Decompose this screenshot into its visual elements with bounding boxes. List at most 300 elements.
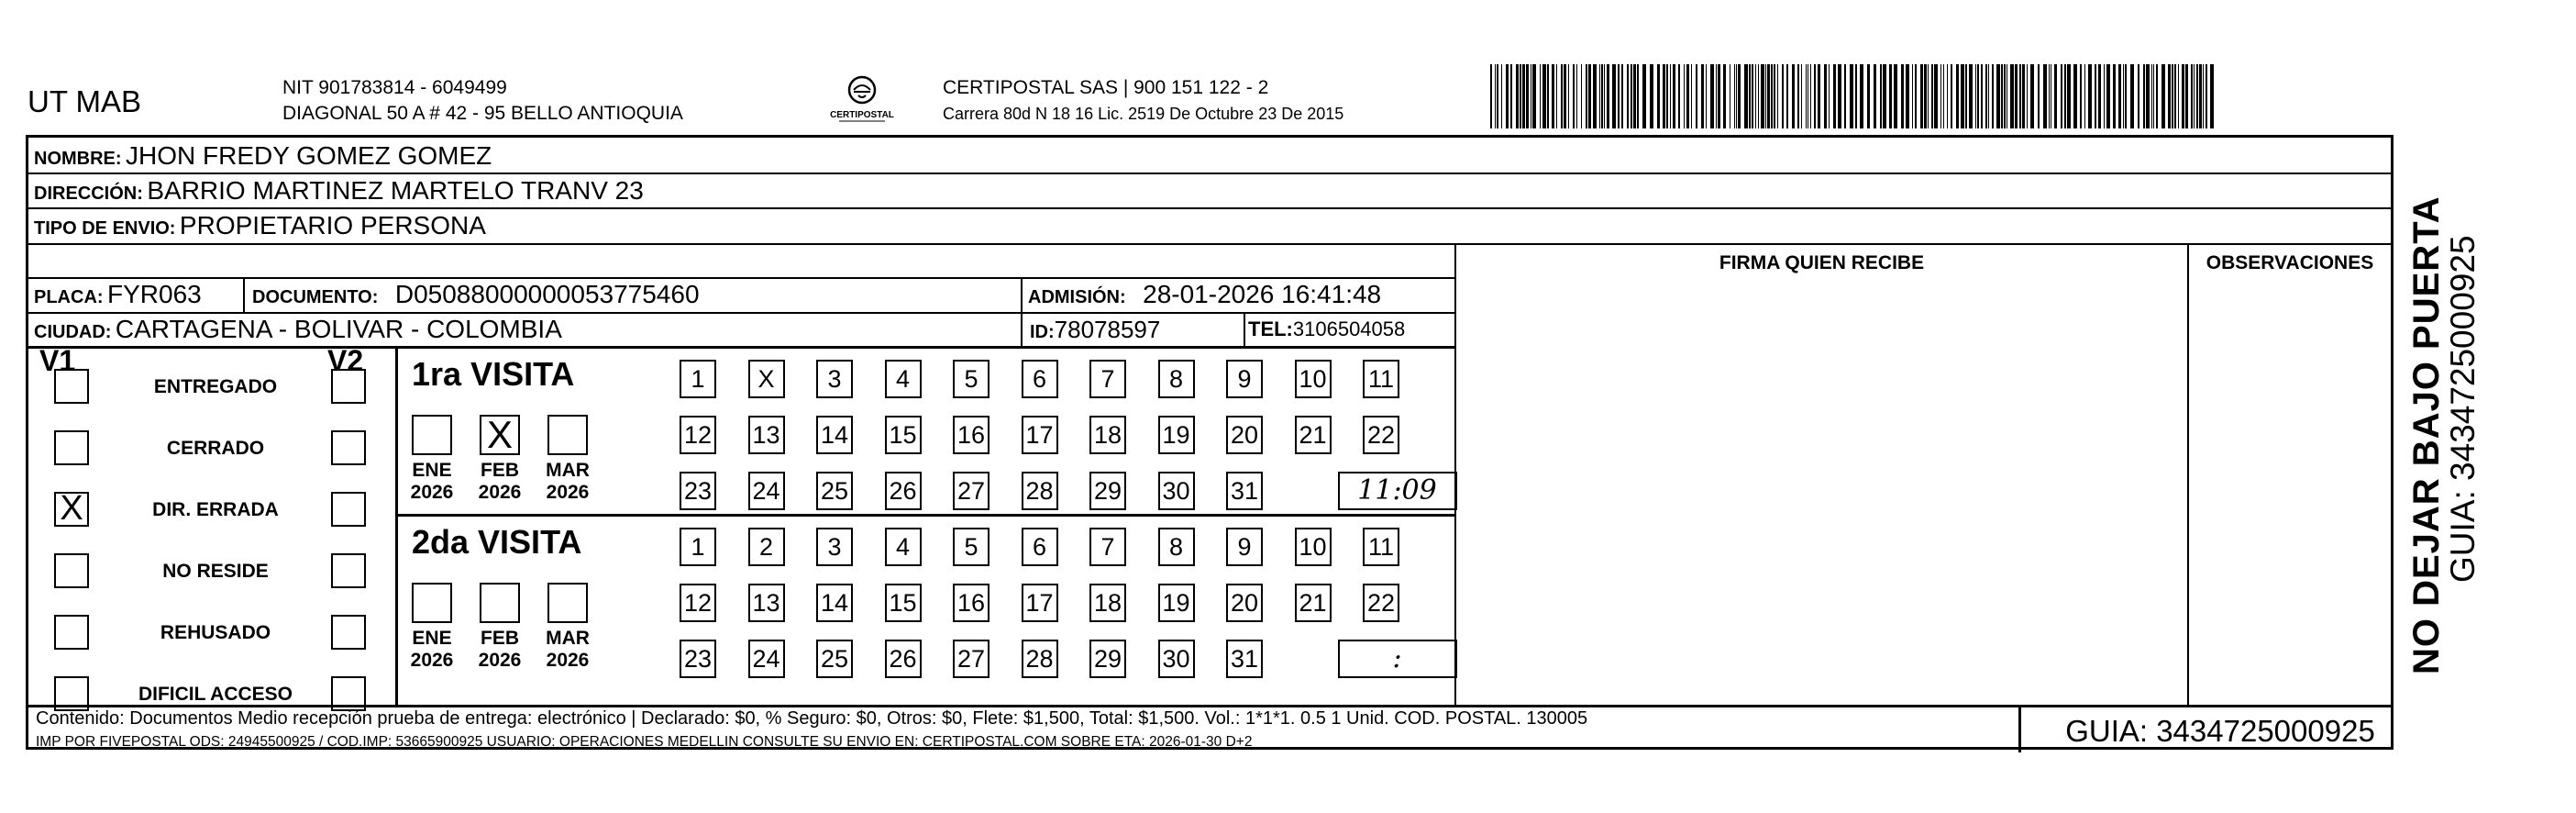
barcode-bar (1855, 64, 1857, 128)
barcode (1490, 64, 2215, 128)
v1-header: V1 (39, 344, 76, 377)
barcode-bar (1686, 64, 1689, 128)
day-box[interactable]: 21 (1295, 416, 1332, 454)
day-box[interactable]: 12 (680, 416, 716, 454)
barcode-bar (1956, 64, 1959, 128)
admision-value: 28-01-2026 16:41:48 (1143, 280, 1382, 308)
day-box[interactable]: 24 (748, 640, 785, 678)
placa-field (34, 281, 202, 313)
barcode-bar (2178, 64, 2179, 128)
barcode-bar (1696, 64, 1697, 128)
day-box[interactable]: 1 (680, 360, 716, 398)
barcode-bar (1552, 64, 1554, 128)
day-box[interactable]: 8 (1158, 360, 1195, 398)
barcode-bar (1867, 64, 1870, 128)
id-label: ID: (1030, 322, 1055, 342)
day-box[interactable]: 2 (748, 528, 785, 566)
day-box[interactable]: 20 (1226, 416, 1263, 454)
barcode-bar (2088, 64, 2092, 128)
company-name: UT MAB (28, 84, 142, 118)
barcode-bar (1627, 64, 1629, 128)
day-box[interactable]: 28 (1022, 472, 1058, 510)
barcode-bar (1701, 64, 1704, 128)
visit-title: 1ra VISITA (412, 355, 575, 393)
month-year: 2026 (478, 650, 522, 671)
day-box[interactable]: 10 (1295, 360, 1332, 398)
v2-checkbox[interactable] (331, 492, 366, 527)
barcode-bar (2038, 64, 2040, 128)
barcode-bar (2061, 64, 2062, 128)
delivery-form (26, 135, 2394, 750)
impresion-text: IMP POR FIVEPOSTAL ODS: 24945500925 / COD.IMP: 53665900925 USUARIO: OPERACIONES MEDELLIN CONSULTE SU ENVIO EN: CERTIPOSTAL.COM SOBRE ETA: 2026-01-30 D+2 (36, 734, 1253, 750)
barcode-bar (2067, 64, 2071, 128)
barcode-bar (1522, 64, 1525, 128)
barcode-bar (1556, 64, 1557, 128)
courier-info (943, 75, 1343, 127)
barcode-bar (1631, 64, 1632, 128)
day-box[interactable]: 15 (885, 416, 922, 454)
barcode-bar (2138, 64, 2139, 128)
barcode-bar (1818, 64, 1820, 128)
barcode-bar (1621, 64, 1623, 128)
month-year: 2026 (546, 482, 590, 503)
barcode-bar (2130, 64, 2134, 128)
day-box[interactable]: 16 (953, 416, 989, 454)
barcode-bar (1874, 64, 1876, 128)
barcode-bar (2015, 64, 2018, 128)
day-box[interactable]: 5 (953, 360, 989, 398)
barcode-bar (1599, 64, 1600, 128)
nombre-label: NOMBRE: (34, 149, 122, 169)
side-guia: GUIA: 3434725000925 (2444, 235, 2482, 583)
month-checkbox[interactable] (412, 583, 452, 623)
company-info (282, 75, 683, 127)
barcode-bar (2174, 64, 2176, 128)
barcode-bar (1573, 64, 1575, 128)
barcode-bar (1540, 64, 1541, 128)
day-box[interactable]: 28 (1022, 640, 1058, 678)
placa-value: FYR063 (107, 280, 202, 308)
barcode-bar (1758, 64, 1759, 128)
barcode-bar (2123, 64, 2124, 128)
day-box[interactable]: 11 (1363, 360, 1399, 398)
barcode-bar (2168, 64, 2171, 128)
day-box[interactable]: 12 (680, 584, 716, 622)
month-name: MAR (546, 460, 590, 481)
barcode-bar (1797, 64, 1799, 128)
barcode-bar (1612, 64, 1616, 128)
barcode-bar (1755, 64, 1756, 128)
barcode-bar (2054, 64, 2057, 128)
barcode-bar (1633, 64, 1636, 128)
barcode-bar (1510, 64, 1512, 128)
barcode-bar (1996, 64, 2000, 128)
barcode-bar (2146, 64, 2150, 128)
barcode-bar (2125, 64, 2127, 128)
barcode-bar (1915, 64, 1917, 128)
v2-checkbox[interactable] (331, 553, 366, 588)
barcode-bar (1607, 64, 1609, 128)
barcode-bar (1663, 64, 1665, 128)
v2-checkbox[interactable] (331, 676, 366, 711)
barcode-bar (1586, 64, 1587, 128)
id-value: 78078597 (1054, 316, 1161, 343)
barcode-bar (1604, 64, 1605, 128)
barcode-bar (1670, 64, 1671, 128)
day-box[interactable]: 27 (953, 472, 989, 510)
tel-value: 3106504058 (1292, 317, 1406, 340)
barcode-bar (1678, 64, 1680, 128)
barcode-bar (1810, 64, 1811, 128)
admision-field (1028, 281, 1381, 313)
signature-area[interactable] (1456, 279, 2187, 705)
day-box[interactable]: 29 (1089, 640, 1126, 678)
barcode-bar (1975, 64, 1976, 128)
day-box[interactable]: 3 (816, 360, 853, 398)
direccion-value: BARRIO MARTINEZ MARTELO TRANV 23 (147, 176, 644, 205)
certipostal-logo (821, 73, 903, 128)
day-box[interactable]: 17 (1022, 416, 1058, 454)
barcode-bar (2185, 64, 2188, 128)
barcode-bar (1786, 64, 1788, 128)
certipostal-logo-icon (821, 73, 903, 128)
month-year: 2026 (410, 650, 454, 671)
day-box[interactable]: 27 (953, 640, 989, 678)
barcode-bar (1618, 64, 1620, 128)
barcode-bar (1691, 64, 1692, 128)
barcode-bar (1761, 64, 1764, 128)
barcode-bar (1943, 64, 1944, 128)
barcode-bar (2019, 64, 2021, 128)
day-box[interactable]: 19 (1158, 584, 1195, 622)
visit-time-box[interactable]: 11:09 (1338, 472, 1457, 510)
day-box[interactable]: 23 (680, 472, 716, 510)
barcode-bar (1901, 64, 1904, 128)
barcode-bar (2206, 64, 2207, 128)
tel-field (1248, 316, 1405, 346)
tel-label: TEL: (1248, 317, 1293, 340)
barcode-bar (1666, 64, 1668, 128)
day-box[interactable]: 17 (1022, 584, 1058, 622)
barcode-bar (1516, 64, 1519, 128)
barcode-bar (1734, 64, 1735, 128)
placa-label: PLACA: (34, 287, 104, 307)
month-year: 2026 (410, 482, 454, 503)
barcode-bar (1920, 64, 1923, 128)
direccion-label: DIRECCIÓN: (34, 184, 143, 204)
v1-checkbox[interactable]: X (54, 492, 89, 527)
barcode-bar (2049, 64, 2050, 128)
v2-checkbox[interactable] (331, 369, 366, 404)
barcode-bar (1977, 64, 1979, 128)
barcode-bar (1767, 64, 1770, 128)
day-box[interactable]: 30 (1158, 472, 1195, 510)
barcode-bar (1988, 64, 1989, 128)
barcode-bar (1947, 64, 1948, 128)
barcode-bar (1716, 64, 1717, 128)
barcode-bar (1650, 64, 1653, 128)
month-name: FEB (481, 460, 519, 481)
barcode-bar (2095, 64, 2096, 128)
day-box[interactable]: 5 (953, 528, 989, 566)
v1-checkbox[interactable] (54, 676, 89, 711)
barcode-bar (1718, 64, 1720, 128)
v2-header: V2 (327, 344, 364, 377)
nombre-value: JHON FREDY GOMEZ GOMEZ (126, 141, 492, 170)
visit-title: 2da VISITA (412, 523, 582, 561)
barcode-bar (1568, 64, 1569, 128)
barcode-bar (1782, 64, 1784, 128)
month-checkbox[interactable] (547, 583, 588, 623)
v1-checkbox[interactable] (54, 553, 89, 588)
ciudad-field (34, 316, 562, 348)
barcode-bar (1684, 64, 1685, 128)
day-box[interactable]: 19 (1158, 416, 1195, 454)
barcode-bar (1542, 64, 1546, 128)
barcode-bar (1844, 64, 1846, 128)
barcode-bar (1833, 64, 1836, 128)
barcode-bar (2156, 64, 2158, 128)
day-box[interactable]: 4 (885, 360, 922, 398)
barcode-bar (2043, 64, 2047, 128)
barcode-bar (2210, 64, 2214, 128)
barcode-bar (1576, 64, 1577, 128)
day-box[interactable]: 25 (816, 640, 853, 678)
documento-value: D05088000000053775460 (394, 280, 700, 308)
barcode-bar (1706, 64, 1707, 128)
barcode-bar (1777, 64, 1778, 128)
barcode-bar (2073, 64, 2077, 128)
month-year: 2026 (546, 650, 590, 671)
day-box[interactable]: 13 (748, 584, 785, 622)
barcode-bar (2106, 64, 2110, 128)
barcode-bar (1673, 64, 1675, 128)
contenido-text: Contenido: Documentos Medio recepción prueba de entrega: electrónico | Declarado: $0, % Seguro: $0, Otros: $0, Flete: $1,500, Total: $1,500. Vol.: 1*1*1. 0.5 1 Unid. COD. POSTAL. 130005 (36, 708, 1588, 729)
observaciones-header: OBSERVACIONES (2206, 252, 2374, 273)
day-box[interactable]: 7 (1089, 528, 1126, 566)
visit-time-box[interactable]: : (1338, 640, 1457, 678)
barcode-bar (1642, 64, 1646, 128)
no-dejar-warning: NO DEJAR BAJO PUERTA (2406, 195, 2447, 674)
day-box[interactable]: 22 (1363, 584, 1399, 622)
barcode-bar (1934, 64, 1938, 128)
v1-checkbox[interactable] (54, 615, 89, 650)
barcode-bar (1723, 64, 1726, 128)
tipo-envio-label: TIPO DE ENVIO: (34, 218, 176, 239)
barcode-bar (2064, 64, 2066, 128)
day-box[interactable]: 20 (1226, 584, 1263, 622)
barcode-bar (1965, 64, 1967, 128)
barcode-bar (1520, 64, 1521, 128)
status-label: REHUSADO (160, 622, 271, 643)
observations-area[interactable] (2189, 279, 2391, 705)
barcode-bar (1506, 64, 1509, 128)
barcode-bar (2196, 64, 2198, 128)
day-box[interactable]: 23 (680, 640, 716, 678)
day-box[interactable]: 8 (1158, 528, 1195, 566)
day-box[interactable]: 7 (1089, 360, 1126, 398)
nombre-row (34, 142, 492, 174)
status-label: CERRADO (166, 438, 265, 459)
v1-checkbox[interactable] (54, 430, 89, 465)
v2-checkbox[interactable] (331, 615, 366, 650)
side-notice (2406, 195, 2482, 674)
barcode-bar (1801, 64, 1802, 128)
barcode-bar (2084, 64, 2085, 128)
barcode-bar (1601, 64, 1603, 128)
day-box[interactable]: 29 (1089, 472, 1126, 510)
barcode-bar (1829, 64, 1830, 128)
day-box[interactable]: 24 (748, 472, 785, 510)
month-checkbox[interactable] (547, 415, 588, 455)
barcode-bar (2182, 64, 2184, 128)
barcode-bar (1883, 64, 1886, 128)
documento-field (252, 281, 700, 313)
barcode-bar (1490, 64, 1492, 128)
month-name: ENE (412, 460, 452, 481)
barcode-bar (2161, 64, 2165, 128)
day-box[interactable]: 31 (1226, 640, 1263, 678)
logo-text: CERTIPOSTAL (830, 110, 894, 120)
barcode-bar (2194, 64, 2195, 128)
barcode-bar (1564, 64, 1566, 128)
barcode-bar (1969, 64, 1973, 128)
month-name: FEB (481, 628, 519, 649)
barcode-bar (1547, 64, 1549, 128)
barcode-bar (1985, 64, 1987, 128)
day-box[interactable]: 9 (1226, 528, 1263, 566)
day-box[interactable]: 6 (1022, 528, 1058, 566)
day-box[interactable]: 25 (816, 472, 853, 510)
barcode-bar (1738, 64, 1741, 128)
day-box[interactable]: 14 (816, 584, 853, 622)
barcode-bar (1806, 64, 1807, 128)
barcode-bar (1497, 64, 1498, 128)
month-year: 2026 (478, 482, 522, 503)
barcode-bar (2153, 64, 2154, 128)
barcode-bar (1860, 64, 1863, 128)
day-box[interactable]: 26 (885, 640, 922, 678)
ciudad-value: CARTAGENA - BOLIVAR - COLOMBIA (115, 315, 562, 343)
barcode-bar (2113, 64, 2116, 128)
day-box[interactable]: 10 (1295, 528, 1332, 566)
barcode-bar (1561, 64, 1563, 128)
barcode-bar (1495, 64, 1496, 128)
day-box[interactable]: 14 (816, 416, 853, 454)
barcode-bar (1588, 64, 1591, 128)
month-checkbox[interactable] (480, 583, 520, 623)
barcode-bar (2172, 64, 2173, 128)
barcode-bar (2022, 64, 2025, 128)
status-label: DIR. ERRADA (152, 499, 279, 520)
barcode-bar (1749, 64, 1751, 128)
courier-name: CERTIPOSTAL SAS | 900 151 122 - 2 (943, 77, 1269, 98)
barcode-bar (2203, 64, 2204, 128)
barcode-bar (1814, 64, 1816, 128)
barcode-bar (2151, 64, 2152, 128)
barcode-bar (1736, 64, 1737, 128)
day-box[interactable]: 26 (885, 472, 922, 510)
v2-checkbox[interactable] (331, 430, 366, 465)
barcode-bar (1771, 64, 1773, 128)
admision-label: ADMISIÓN: (1028, 287, 1126, 307)
barcode-bar (1912, 64, 1913, 128)
barcode-bar (1581, 64, 1582, 128)
barcode-bar (2004, 64, 2006, 128)
day-box[interactable]: 3 (816, 528, 853, 566)
barcode-bar (1593, 64, 1597, 128)
day-box[interactable]: 30 (1158, 640, 1195, 678)
barcode-bar (1906, 64, 1909, 128)
barcode-bar (1880, 64, 1882, 128)
barcode-bar (1792, 64, 1795, 128)
day-box[interactable]: 22 (1363, 416, 1399, 454)
tipo-envio-row (34, 212, 486, 244)
day-box[interactable]: 21 (1295, 584, 1332, 622)
barcode-bar (1526, 64, 1529, 128)
day-box[interactable]: X (748, 360, 785, 398)
direccion-row (34, 177, 644, 209)
id-field (1030, 316, 1160, 348)
month-checkbox[interactable]: X (480, 415, 520, 455)
day-box[interactable]: 4 (885, 528, 922, 566)
company-nit: NIT 901783814 - 6049499 (282, 77, 507, 98)
barcode-bar (1532, 64, 1536, 128)
barcode-bar (1992, 64, 1994, 128)
guia-number: GUIA: 3434725000925 (2065, 714, 2375, 748)
barcode-bar (1981, 64, 1983, 128)
day-box[interactable]: 15 (885, 584, 922, 622)
courier-license: Carrera 80d N 18 16 Lic. 2519 De Octubre 23 De 2015 (943, 105, 1344, 123)
barcode-bar (1838, 64, 1841, 128)
status-label: ENTREGADO (153, 376, 278, 397)
barcode-bar (1774, 64, 1775, 128)
barcode-bar (1657, 64, 1660, 128)
barcode-bar (1894, 64, 1897, 128)
ciudad-label: CIUDAD: (34, 322, 112, 342)
barcode-bar (1928, 64, 1929, 128)
barcode-bar (1924, 64, 1927, 128)
barcode-bar (1931, 64, 1933, 128)
day-box[interactable]: 18 (1089, 584, 1126, 622)
barcode-bar (1961, 64, 1964, 128)
barcode-bar (2001, 64, 2003, 128)
barcode-bar (2191, 64, 2193, 128)
barcode-bar (2199, 64, 2202, 128)
barcode-bar (2010, 64, 2014, 128)
month-name: ENE (412, 628, 452, 649)
day-box[interactable]: 18 (1089, 416, 1126, 454)
day-box[interactable]: 31 (1226, 472, 1263, 510)
barcode-bar (1824, 64, 1827, 128)
month-name: MAR (546, 628, 590, 649)
day-box[interactable]: 9 (1226, 360, 1263, 398)
barcode-bar (1710, 64, 1714, 128)
month-checkbox[interactable] (412, 415, 452, 455)
v1-checkbox[interactable] (54, 369, 89, 404)
company-address: DIAGONAL 50 A # 42 - 95 BELLO ANTIOQUIA (282, 103, 683, 124)
barcode-bar (1765, 64, 1766, 128)
day-box[interactable]: 13 (748, 416, 785, 454)
barcode-bar (2080, 64, 2082, 128)
day-box[interactable]: 16 (953, 584, 989, 622)
day-box[interactable]: 6 (1022, 360, 1058, 398)
day-box[interactable]: 1 (680, 528, 716, 566)
documento-label: DOCUMENTO: (252, 287, 379, 307)
barcode-bar (1940, 64, 1941, 128)
day-box[interactable]: 11 (1363, 528, 1399, 566)
barcode-bar (2104, 64, 2105, 128)
